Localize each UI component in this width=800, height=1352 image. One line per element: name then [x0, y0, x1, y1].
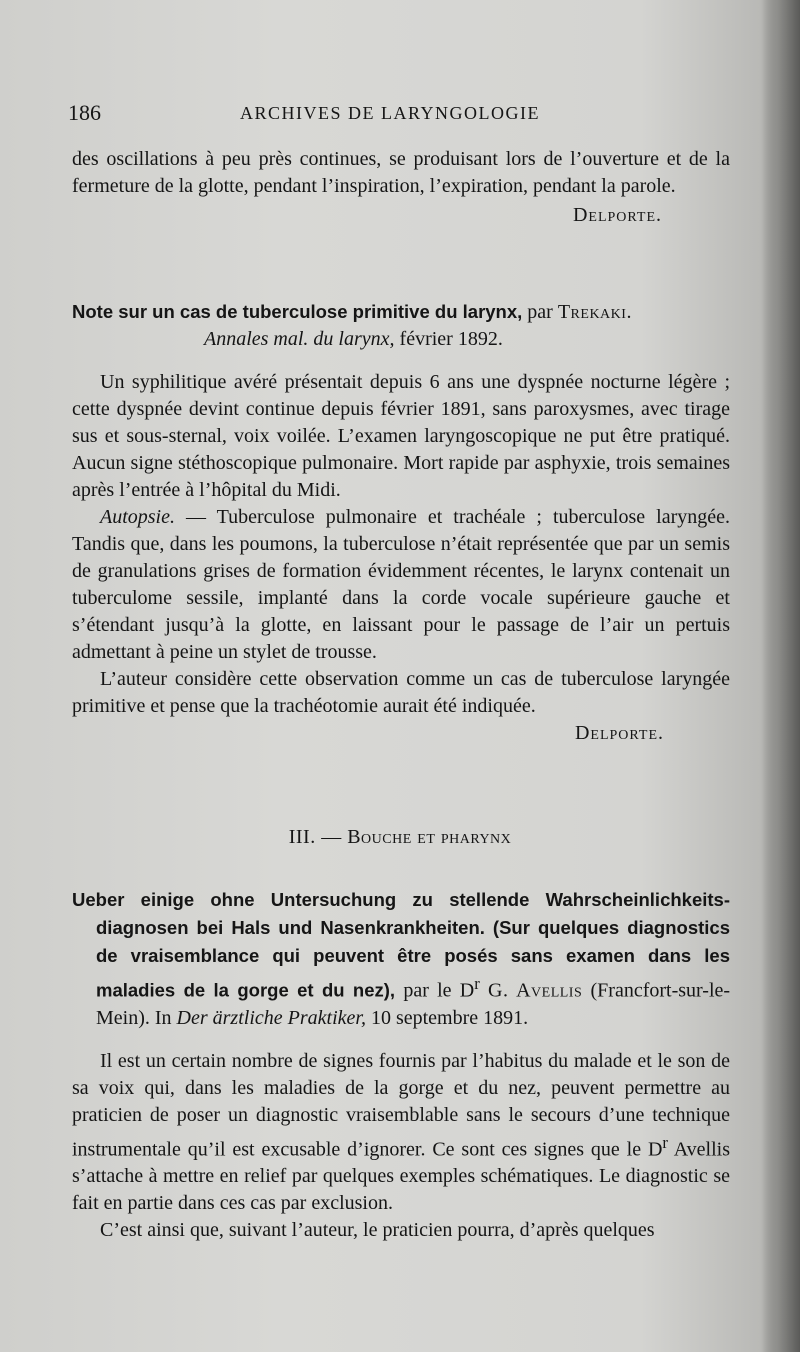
article-by-superscript: r: [474, 974, 480, 993]
article-by: par le D: [403, 979, 475, 1002]
autopsie-lead: Autopsie.: [100, 506, 175, 528]
review-avellis: [72, 886, 730, 1244]
book-spine-shadow: [762, 0, 800, 1352]
paragraph: C’est ainsi que, suivant l’auteur, le praticien pourra, d’après quelques: [100, 1219, 655, 1242]
paragraph-autopsie: [72, 504, 730, 666]
review-tuberculose: [72, 298, 730, 747]
continued-paragraph: des oscillations à peu près continues, se produisant lors de l’ouverture et de la fermeture de la glotte, pendant l’inspiration, l’expiration, pendant la parole.: [72, 148, 730, 197]
paragraph: Un syphilitique avéré présentait depuis 6 ans une dyspnée nocturne légère ; cette dyspnée devint continue depuis février 1891, sans paroxysmes, avec tirage sus et sous-sternal, voix voilée. L’examen laryngoscopique ne put être pratiqué. Aucun signe stéthoscopique pulmonaire. Mort rapide par asphyxie, trois semaines après l’entrée à l’hôpital du Midi.: [72, 371, 730, 501]
paragraph: [72, 1048, 730, 1218]
article-title: Note sur un cas de tuberculose primitive du larynx,: [72, 301, 523, 322]
section-heading: [0, 826, 800, 849]
continued-review: [72, 146, 730, 229]
article-place: (Francfort-sur-le-Mein). In: [96, 979, 731, 1029]
page-number: 186: [68, 100, 101, 125]
article-title-block: [72, 886, 730, 1032]
section-number: III. —: [288, 826, 342, 848]
article-author: Trekaki.: [557, 301, 632, 323]
article-journal: Der ärztliche Praktiker,: [176, 1006, 366, 1029]
article-signature: Delporte.: [574, 722, 664, 744]
article-by: par: [527, 301, 553, 323]
article-journal: Annales mal. du larynx,: [204, 328, 395, 350]
article-date: 10 septembre 1891.: [370, 1006, 529, 1029]
autopsie-text: — Tuberculose pulmonaire et trachéale ; tuberculose laryngée. Tandis que, dans les poumons, la tuberculose n’était représentée que par un semis de granulations grises de formation évidemment récentes, le larynx contenait un tuberculome sessile, implanté dans la corde vocale supérieure gauche et s’étendant jusqu’à la glotte, en laissant pour le passage de l’air un pertuis admettant à peine un stylet de trousse.: [72, 506, 730, 663]
article-date: février 1892.: [399, 328, 503, 350]
article-title-line: [72, 298, 730, 326]
article-author: G. Avellis: [488, 979, 583, 1002]
paragraph-superscript: r: [662, 1132, 668, 1152]
article-source: [72, 326, 730, 353]
paragraph-text-rest: Avellis s’attache à mettre en relief par quelques exemples schématiques. Le diagnostic se fait en partie dans ces cas par exclusion.: [72, 1138, 731, 1215]
section-title: Bouche et pharynx: [347, 826, 512, 848]
paragraph: L’auteur considère cette observation comme un cas de tuberculose laryngée primitive et pense que la trachéotomie aurait été indiquée.: [72, 668, 730, 717]
article-title: Ueber einige ohne Untersuchung zu stellende Wahrscheinlichkeits-diagnosen bei Hals und Nasenkrankheiten. (Sur quelques diagnostics de vraisemblance qui peuvent être posés sans examen dans les maladies de la gorge et du nez),: [72, 889, 730, 1001]
page-header: [68, 100, 728, 132]
continued-signature: Delporte.: [572, 204, 662, 226]
paragraph-text: Il est un certain nombre de signes fournis par l’habitus du malade et le son de sa voix qui, dans les maladies de la gorge et du nez, peuvent permettre au praticien de poser un diagnostic vraisemblable sans le secours d’une technique instrumentale qu’il est excusable d’ignorer. Ce sont ces signes que le D: [72, 1049, 730, 1161]
running-title: ARCHIVES DE LARYNGOLOGIE: [240, 103, 540, 123]
